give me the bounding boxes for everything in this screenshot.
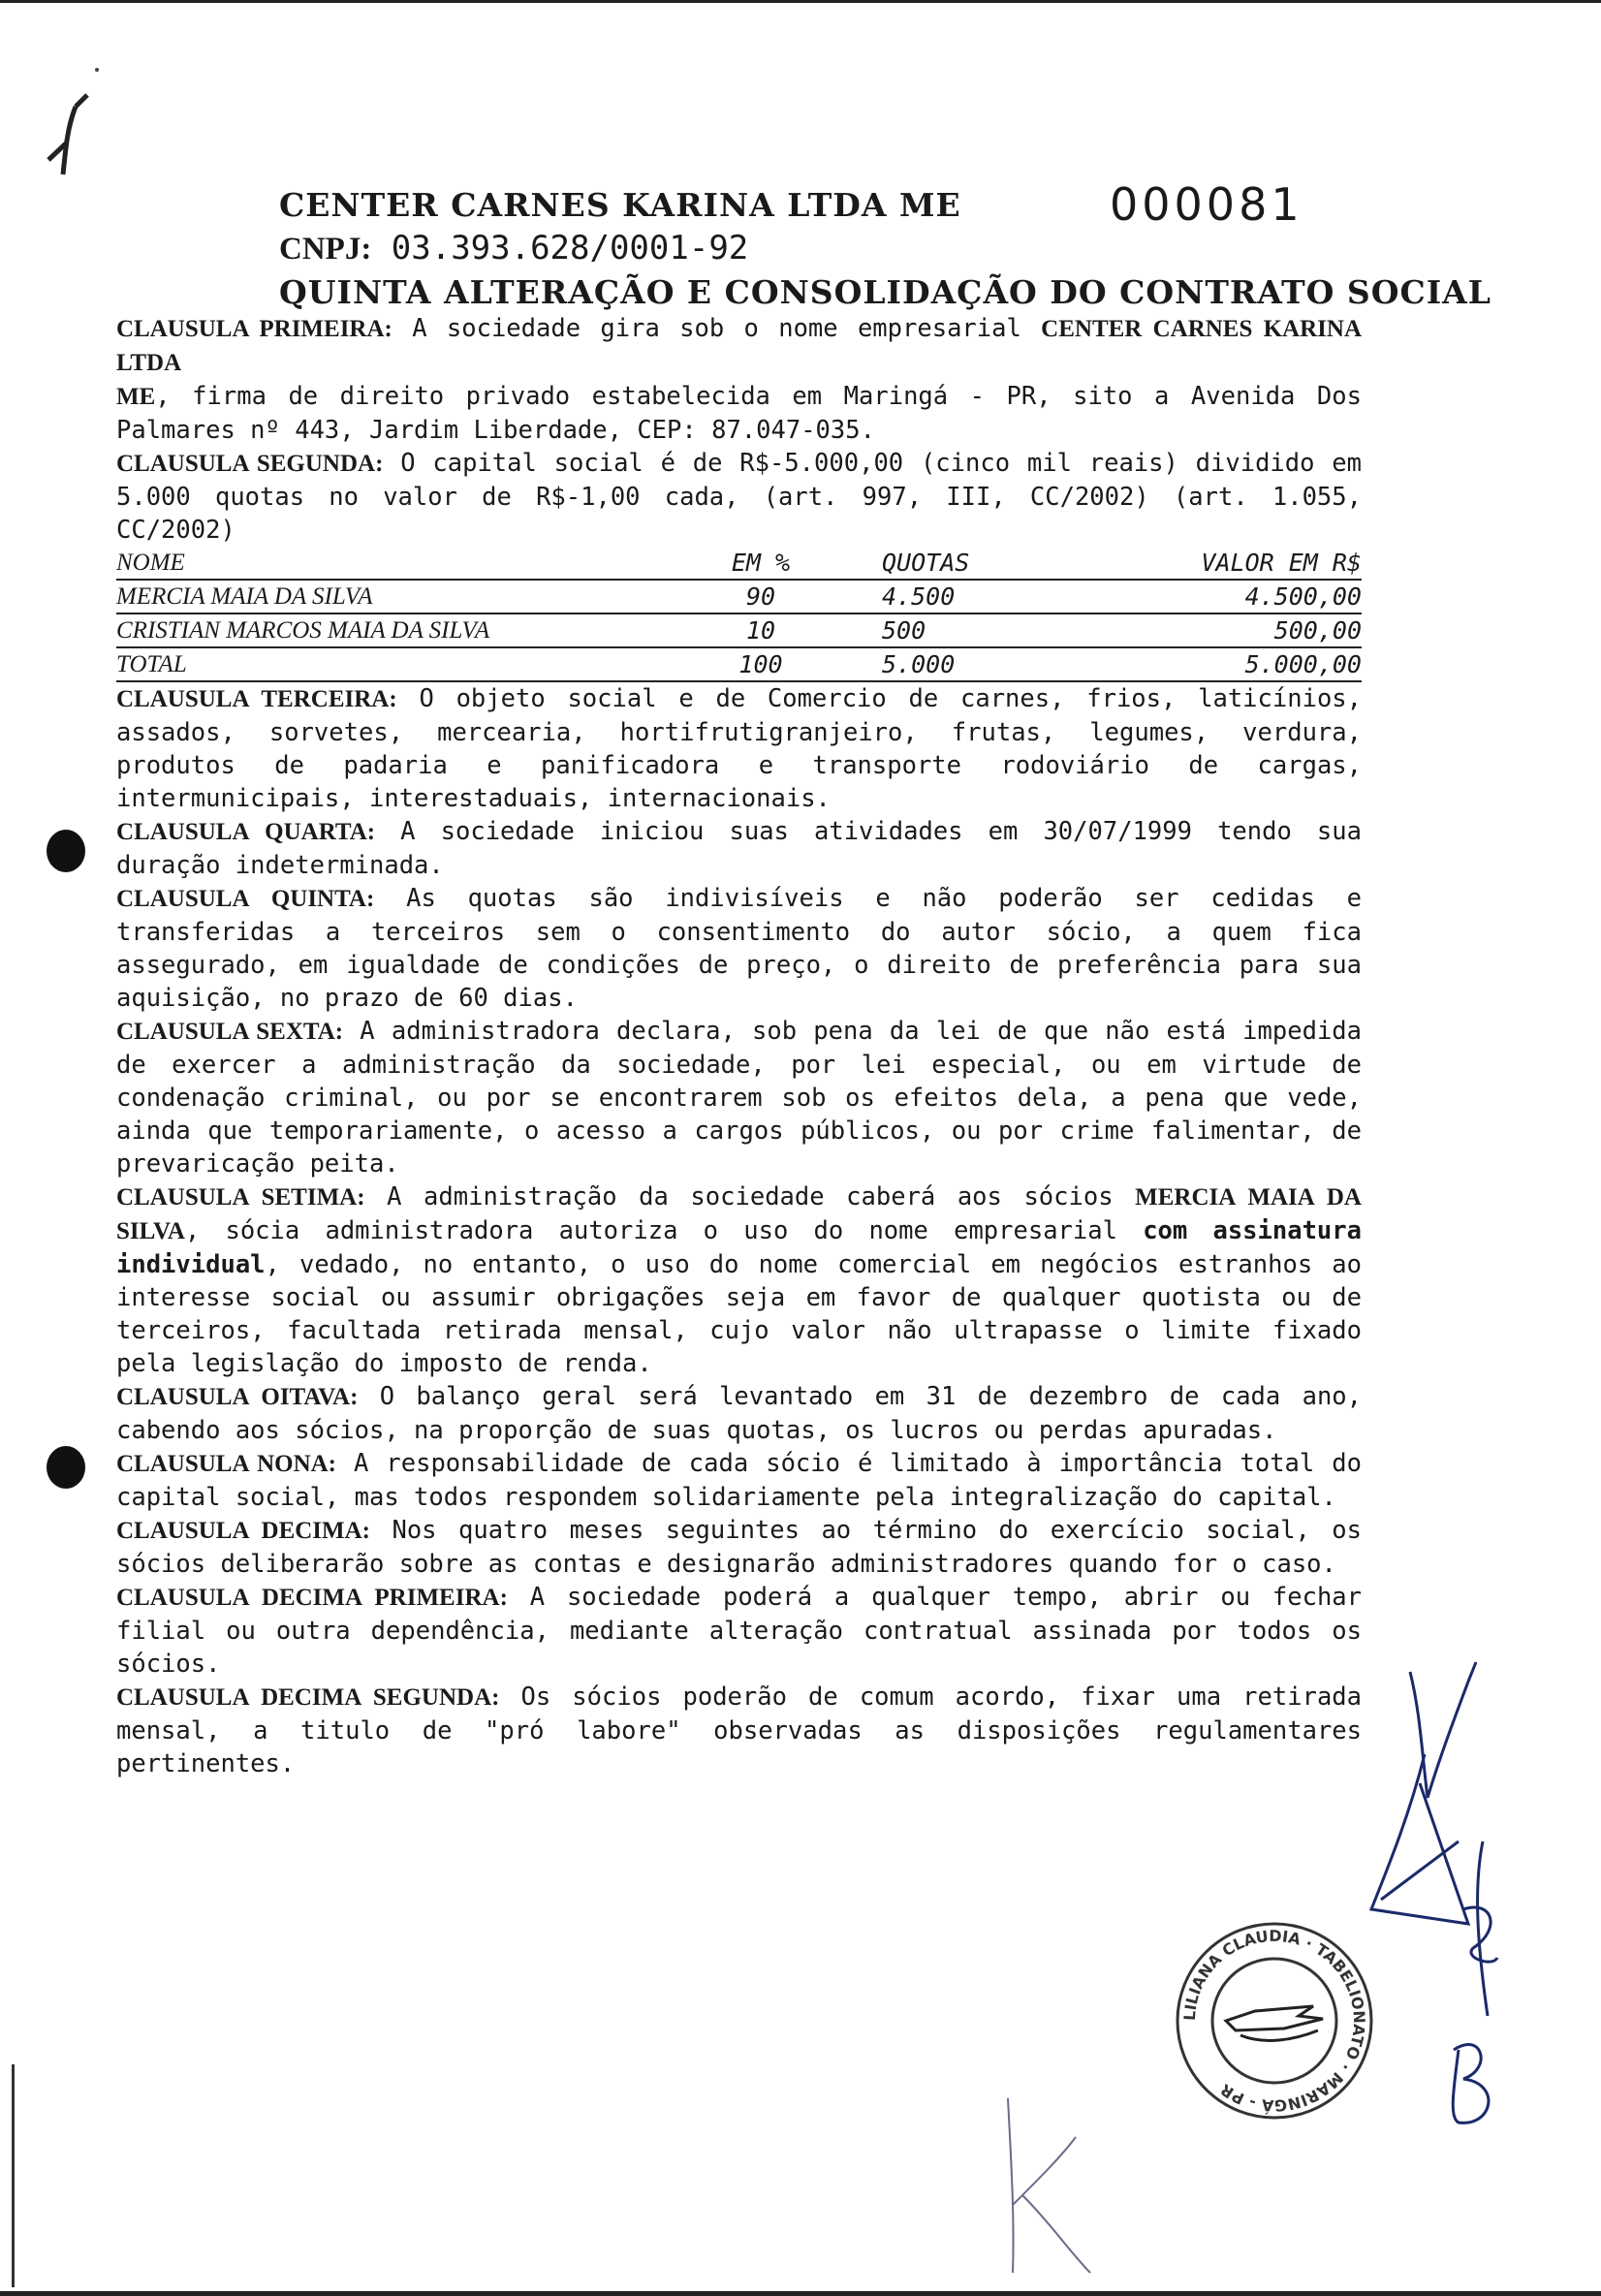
clause-5 <box>116 882 1362 1015</box>
cell-valor: 4.500,00 <box>1076 580 1362 613</box>
clause-label: CLAUSULA PRIMEIRA: <box>116 316 392 342</box>
clause-12 <box>116 1681 1362 1780</box>
cnpj-line <box>279 229 748 267</box>
table-row <box>116 580 1362 613</box>
clause-text: A responsabilidade de cada sócio é limitado à importância total do capital social, mas todos respondem solidariamente pela integralização do capital. <box>116 1449 1362 1512</box>
clause-label: CLAUSULA OITAVA: <box>116 1384 359 1410</box>
stamp-text-path: LILIANA CLAUDIA · TABELIONATO · MARINGÁ - PR <box>1179 1926 1369 2116</box>
handwritten-initial-f <box>1444 1832 1531 2026</box>
header-em-pct: EM % <box>659 547 863 580</box>
company-name-bold: CENTER CARNES KARINA LTDA <box>116 316 1363 376</box>
clause-10 <box>116 1514 1362 1581</box>
cell-pct: 90 <box>659 580 863 613</box>
clause-text: A administradora declara, sob pena da lei de que não está impedida de exercer a administração da sociedade, por lei especial, ou em virtude de condenação criminal, ou por se encontrarem sob os efeitos dela, a pena que vede, ainda que temporariamente, o acesso a cargos públicos, ou por crime falimentar, de prevaricação peita. <box>116 1017 1362 1179</box>
clause-2 <box>116 447 1362 547</box>
cnpj-number: 03.393.628/0001-92 <box>391 229 749 267</box>
table-row <box>116 613 1362 647</box>
company-suffix-bold: ME <box>116 384 156 410</box>
clause-9 <box>116 1447 1362 1514</box>
clause-text: Os sócios poderão de comum acordo, fixar uma retirada mensal, a titulo de "pró labore" observadas as disposições regulamentares pertinentes. <box>116 1683 1362 1778</box>
partner-name-bold: MERCIA MAIA DA SILVA <box>116 1184 1362 1244</box>
clause-text: Nos quatro meses seguintes ao término do exercício social, os sócios deliberarão sobre as contas e designarão administradores quando for o caso. <box>116 1516 1362 1579</box>
clause-text: O balanço geral será levantado em 31 de dezembro de cada ano, cabendo aos sócios, na proporção de suas quotas, os lucros ou perdas apuradas. <box>116 1382 1363 1445</box>
clause-7 <box>116 1180 1362 1380</box>
clause-label: CLAUSULA DECIMA SEGUNDA: <box>116 1684 500 1711</box>
cell-valor: 5.000,00 <box>1076 647 1362 681</box>
clause-label: CLAUSULA DECIMA PRIMEIRA: <box>116 1585 508 1611</box>
clause-text: , firma de direito privado estabelecida em Maringá - PR, sito a Avenida Dos Palmares nº 443, Jardim Liberdade, CEP: 87.047-035. <box>116 382 1362 445</box>
clause-6 <box>116 1015 1362 1180</box>
contract-body <box>116 312 1362 1780</box>
scan-bottom-border <box>0 2291 1601 2296</box>
clause-11 <box>116 1581 1362 1681</box>
punch-hole-upper <box>47 830 85 872</box>
clause-text: O objeto social e de Comercio de carnes, frios, laticínios, assados, sorvetes, mercearia, hortifrutigranjeiro, frutas, legumes, verdura, produtos de padaria e panificadora e transporte rodoviário de cargas, intermunicipais, interestaduais, internacionais. <box>116 684 1362 813</box>
cell-pct: 10 <box>659 613 863 647</box>
document-number: 000081 <box>1110 178 1303 231</box>
cell-quotas: 500 <box>863 613 1076 647</box>
stamp-ring-text <box>1180 1927 1368 2115</box>
table-header-row <box>116 547 1362 580</box>
clause-3 <box>116 682 1362 815</box>
cell-nome: MERCIA MAIA DA SILVA <box>116 580 659 613</box>
punch-hole-lower <box>47 1446 85 1489</box>
clause-text: A administração da sociedade caberá aos sócios <box>364 1182 1136 1211</box>
cell-nome: CRISTIAN MARCOS MAIA DA SILVA <box>116 613 659 647</box>
clause-text: A sociedade iniciou suas atividades em 30/07/1999 tendo sua duração indeterminada. <box>116 817 1362 880</box>
header-quotas: QUOTAS <box>863 547 1076 580</box>
clause-1 <box>116 312 1362 447</box>
clause-label: CLAUSULA SEXTA: <box>116 1019 344 1045</box>
clause-label: CLAUSULA SEGUNDA: <box>116 451 384 477</box>
clause-text: A sociedade gira sob o nome empresarial <box>392 314 1042 343</box>
clause-text: , vedado, no entanto, o uso do nome comercial em negócios estranhos ao interesse social ou assumir obrigações seja em favor de qualquer quotista ou de terceiros, facultada retirada mensal, cujo valor não ultrapasse o limite fixado pela legislação do imposto de renda. <box>116 1250 1362 1378</box>
signature-type-bold: com assinatura individual <box>116 1216 1362 1279</box>
clause-text: O capital social é de R$-5.000,00 (cinco mil reais) dividido em 5.000 quotas no valor de R$-1,00 cada, (art. 997, III, CC/2002) (art. 1.055, CC/2002) <box>116 449 1362 545</box>
cell-quotas: 4.500 <box>863 580 1076 613</box>
clause-text: As quotas são indivisíveis e não poderão ser cedidas e transferidas a terceiros sem o consentimento do autor sócio, a quem fica assegurado, em igualdade de condições de preço, o direito de preferência para sua aquisição, no prazo de 60 dias. <box>116 884 1362 1013</box>
scan-mark-top-left <box>39 39 145 194</box>
cell-quotas: 5.000 <box>863 647 1076 681</box>
clause-label: CLAUSULA NONA: <box>116 1451 336 1477</box>
clause-label: CLAUSULA SETIMA: <box>116 1184 365 1211</box>
clause-label: CLAUSULA QUINTA: <box>116 886 375 912</box>
scan-left-mark <box>12 2064 15 2287</box>
handwritten-initial-k <box>993 2089 1110 2282</box>
clause-8 <box>116 1380 1362 1447</box>
cnpj-label: CNPJ: <box>279 232 372 267</box>
clause-label: CLAUSULA TERCEIRA: <box>116 686 397 712</box>
header-nome: NOME <box>116 547 659 580</box>
header-valor: VALOR EM R$ <box>1076 547 1362 580</box>
notary-stamp <box>1168 1914 1381 2127</box>
scan-top-border <box>0 0 1601 3</box>
cell-nome: TOTAL <box>116 647 659 681</box>
clause-text: , sócia administradora autoriza o uso do nome empresarial <box>184 1216 1144 1245</box>
cell-pct: 100 <box>659 647 863 681</box>
clause-label: CLAUSULA DECIMA: <box>116 1518 370 1544</box>
company-name: CENTER CARNES KARINA LTDA ME <box>279 186 961 224</box>
handwritten-initial-b <box>1434 2030 1512 2137</box>
clause-label: CLAUSULA QUARTA: <box>116 819 376 845</box>
cell-valor: 500,00 <box>1076 613 1362 647</box>
table-total-row <box>116 647 1362 681</box>
document-title: QUINTA ALTERAÇÃO E CONSOLIDAÇÃO DO CONTRATO SOCIAL <box>279 273 1491 311</box>
clause-4 <box>116 815 1362 882</box>
clause-text: A sociedade poderá a qualquer tempo, abrir ou fechar filial ou outra dependência, mediante alteração contratual assinada por todos os sócios. <box>116 1583 1363 1679</box>
quota-table <box>116 547 1362 682</box>
